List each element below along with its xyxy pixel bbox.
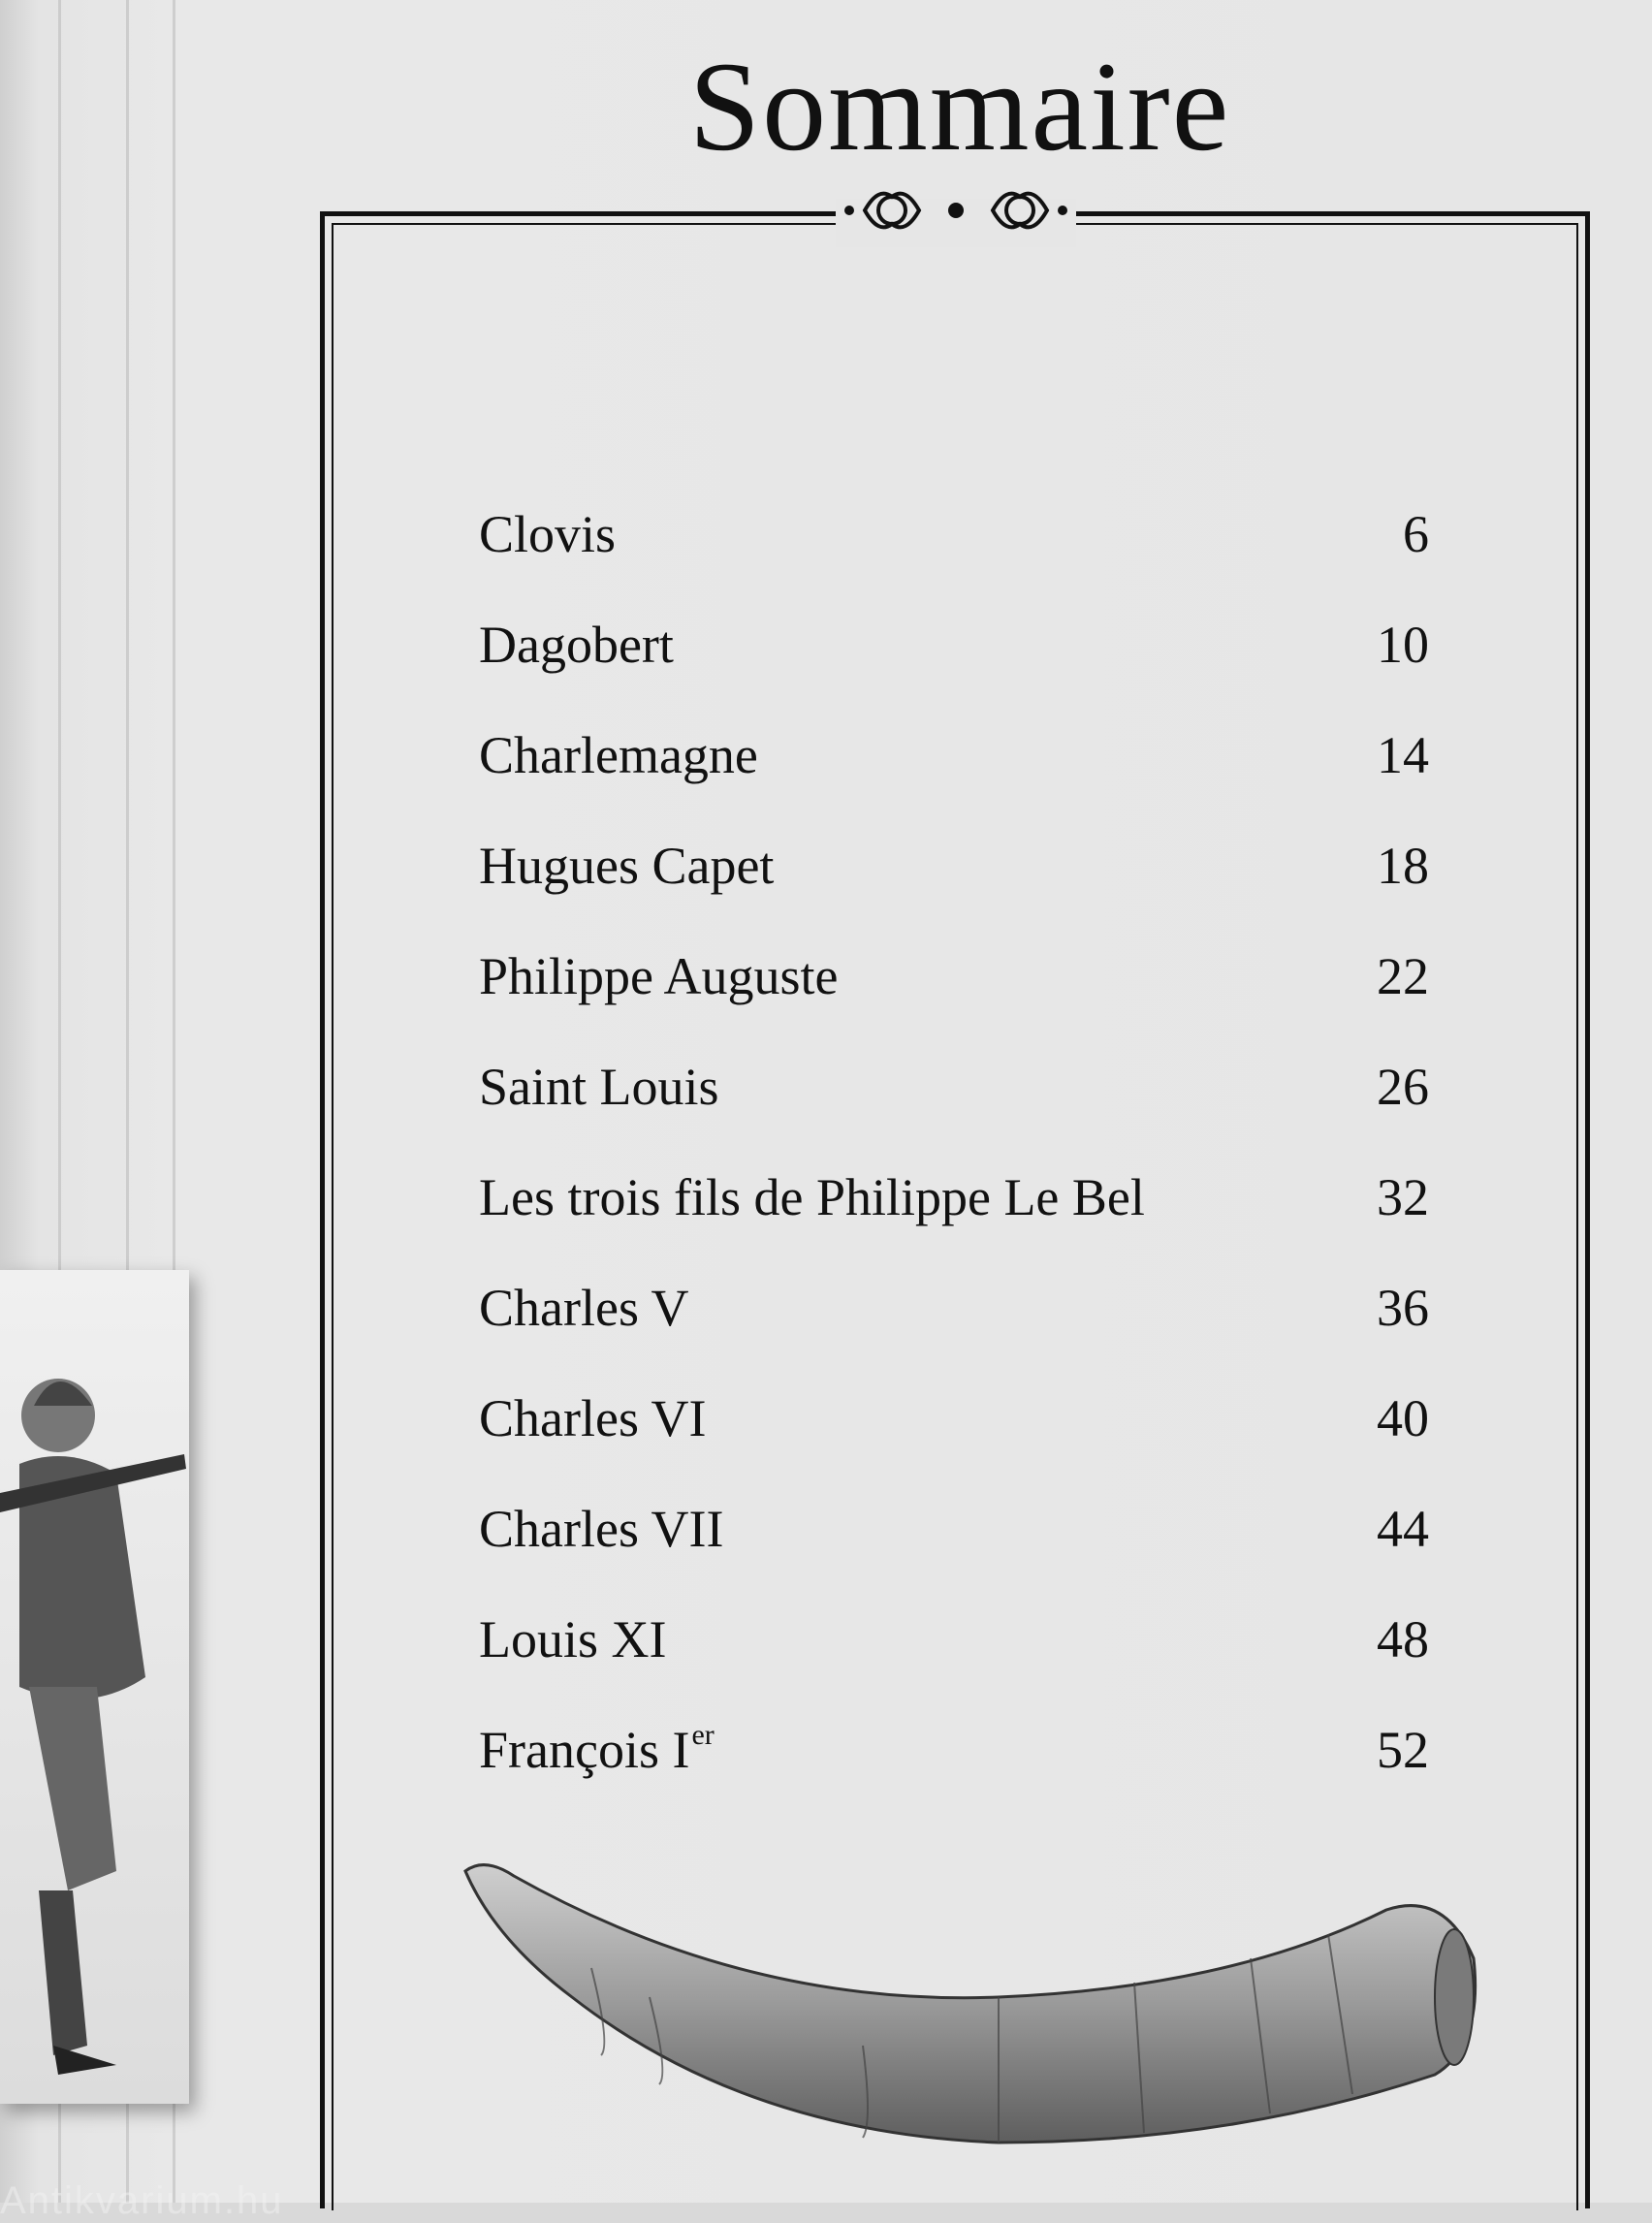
- toc-entry-label-wrap: [479, 1720, 715, 1780]
- toc-entry-francois-i[interactable]: [479, 1720, 1429, 1830]
- toc-entry-charlemagne[interactable]: [479, 725, 1429, 836]
- toc-entry-page: 52: [1377, 1721, 1429, 1779]
- toc-entry-label: Les trois fils de Philippe Le Bel: [479, 1168, 1145, 1226]
- toc-entry-charles-vii[interactable]: [479, 1499, 1429, 1609]
- toc-entry-page: 36: [1377, 1279, 1429, 1337]
- toc-entry-dagobert[interactable]: [479, 615, 1429, 725]
- toc-entry-label: Clovis: [479, 505, 617, 563]
- toc-entry-saint-louis[interactable]: [479, 1057, 1429, 1167]
- toc-entry-page: 10: [1377, 616, 1429, 674]
- toc-entry-label: François I: [479, 1721, 690, 1779]
- toc-entry-superscript: er: [691, 1719, 715, 1751]
- toc-entry-label: Hugues Capet: [479, 837, 775, 895]
- toc-entry-label: Charles VII: [479, 1500, 724, 1558]
- toc-entry-page: 22: [1377, 947, 1429, 1005]
- toc-entry-label: Louis XI: [479, 1610, 667, 1668]
- toc-entry-label: Saint Louis: [479, 1058, 719, 1116]
- toc-entry-philippe-auguste[interactable]: [479, 946, 1429, 1057]
- page-title: Sommaire: [688, 35, 1231, 177]
- toc-entry-label: Charles V: [479, 1279, 689, 1337]
- toc-entry-label: Charles VI: [479, 1389, 707, 1447]
- toc-entry-page: 48: [1377, 1610, 1429, 1668]
- toc-entry-label: Dagobert: [479, 616, 674, 674]
- toc-entry-page: 44: [1377, 1500, 1429, 1558]
- toc-entry-label: Philippe Auguste: [479, 947, 839, 1005]
- watermark-text: Antikvarium.hu: [0, 2179, 284, 2222]
- toc-entry-page: 6: [1403, 505, 1429, 563]
- toc-entry-hugues-capet[interactable]: [479, 836, 1429, 946]
- toc-entry-charles-v[interactable]: [479, 1278, 1429, 1388]
- table-of-contents: [479, 504, 1429, 1830]
- toc-entry-page: 18: [1377, 837, 1429, 895]
- toc-entry-charles-vi[interactable]: [479, 1388, 1429, 1499]
- toc-entry-page: 14: [1377, 726, 1429, 784]
- toc-entry-page: 40: [1377, 1389, 1429, 1447]
- carved-horn-icon: [456, 1852, 1493, 2162]
- toc-entry-les-trois-fils[interactable]: [479, 1167, 1429, 1278]
- toc-entry-page: 26: [1377, 1058, 1429, 1116]
- musketeer-figure-icon: [0, 1270, 189, 2104]
- fleuron-ornament-icon: [836, 167, 1076, 254]
- musketeer-illustration: [0, 1270, 189, 2104]
- toc-entry-louis-xi[interactable]: [479, 1609, 1429, 1720]
- toc-entry-page: 32: [1377, 1168, 1429, 1226]
- toc-entry-clovis[interactable]: [479, 504, 1429, 615]
- toc-entry-label: Charlemagne: [479, 726, 758, 784]
